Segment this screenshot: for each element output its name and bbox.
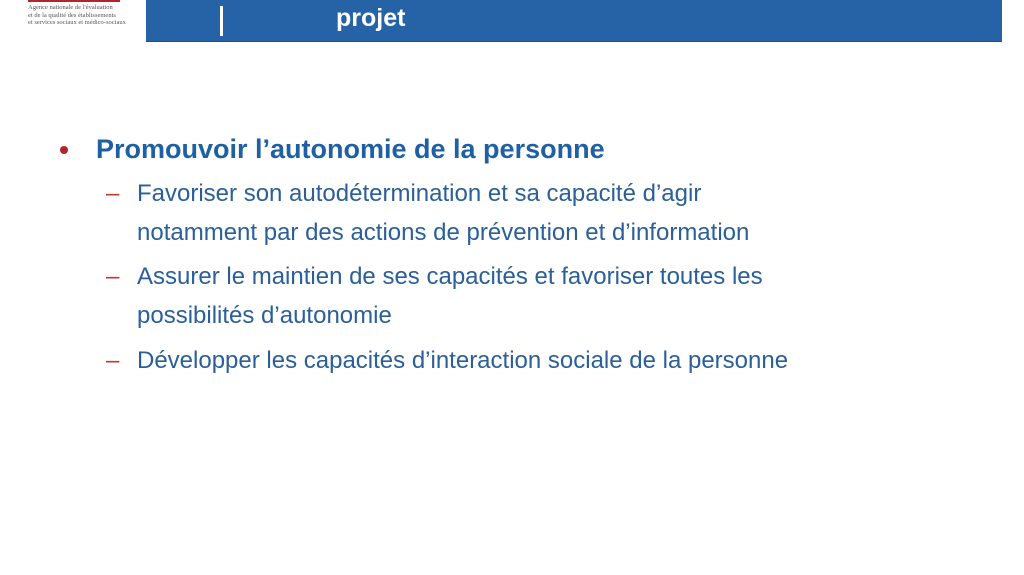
sub-item-text bbox=[137, 341, 788, 380]
sub-item-line: possibilités d’autonomie bbox=[137, 302, 392, 329]
sub-item-line: Développer les capacités d’interaction sociale de la personne bbox=[137, 347, 789, 374]
dash-marker-icon: – bbox=[106, 347, 120, 374]
logo-caption-line: Agence nationale de l'évaluation bbox=[28, 4, 113, 11]
sub-item-text bbox=[137, 174, 749, 252]
dash-marker-icon: – bbox=[106, 180, 120, 207]
dash-marker-icon: – bbox=[106, 263, 120, 290]
logo-caption-line: et de la qualité des établissements bbox=[28, 11, 116, 19]
sub-item-line: Favoriser son autodétermination et sa capacité d’agir bbox=[137, 180, 702, 207]
sub-item-line: Assurer le maintien de ses capacités et favoriser toutes les bbox=[137, 263, 763, 290]
sub-item-text bbox=[137, 257, 763, 335]
logo-caption-line: et services sociaux et médico-sociaux bbox=[28, 19, 126, 26]
bullet-marker-icon bbox=[60, 146, 68, 154]
sub-item-line: notamment par des actions de prévention et d’information bbox=[137, 219, 750, 246]
bullet-heading: Promouvoir l’autonomie de la personne bbox=[96, 134, 605, 164]
slide-title: projet bbox=[336, 4, 406, 32]
